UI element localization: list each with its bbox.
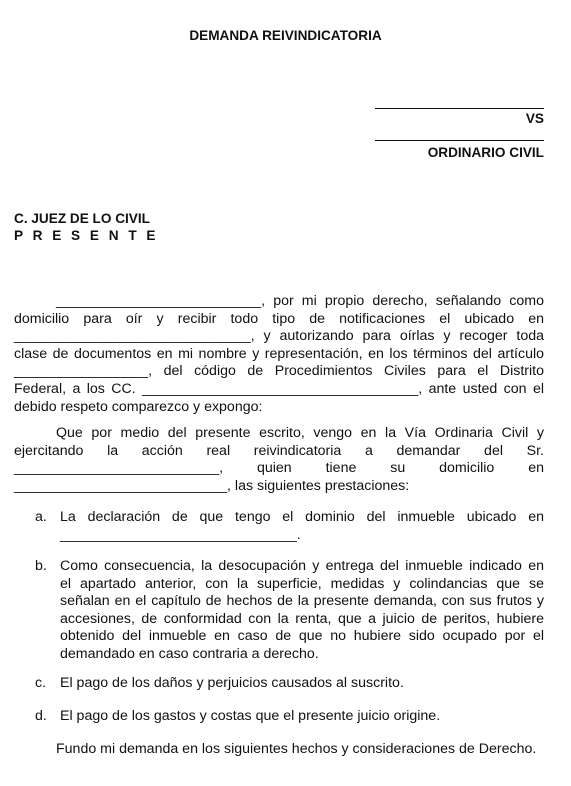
list-item-line: ______________________________. [60,526,301,543]
list-item-line: El pago de los gastos y costas que el presente juicio origine. [60,708,441,724]
list-item [35,558,544,664]
list-item-line: obtenido del inmueble en caso de que no hubiere sido ocupado por el [60,628,544,645]
claim-line: ___________________________, las siguientes prestaciones: [14,477,410,494]
list-marker: a. [35,509,47,525]
intro-line: _________________, del código de Procedimientos Civiles para el Distrito [14,363,544,380]
intro-line: debido respeto comparezco y expongo: [14,398,263,415]
addressee: C. JUEZ DE LO CIVIL [14,211,150,226]
party-blank-line-top [375,108,544,109]
list-item [35,675,544,693]
intro-line: ______________________________, y autorizando para oírlas y recoger toda [14,328,544,345]
intro-line: clase de documentos en mi nombre y representación, en los términos del artículo [14,345,544,362]
list-marker: b. [35,558,47,574]
document-title: DEMANDA REIVINDICATORIA [189,28,382,43]
intro-paragraph [14,293,544,416]
intro-line: __________________________, por mi propio derecho, señalando como [56,293,544,309]
claim-line: ejercitando la acción real reivindicatoria a demandar del Sr. [14,442,544,459]
list-item-line: La declaración de que tengo el dominio del inmueble ubicado en [60,509,544,525]
claim-line: __________________________, quien tiene su domicilio en [14,460,544,477]
list-item-line: señalan en el capítulo de hechos de la presente demanda, con sus frutos y [60,593,544,610]
intro-line: domicilio para oír y recibir todo tipo de notificaciones el ubicado en [14,310,544,327]
presente-heading: P R E S E N T E [14,228,159,243]
list-item-line: Como consecuencia, la desocupación y entrega del inmueble indicado en [60,558,544,574]
list-item-line: el apartado anterior, con la superficie, medidas y colindancias que se [60,575,544,592]
list-marker: d. [35,708,47,724]
list-item-line: demandado en caso contraria a derecho. [60,645,319,662]
list-item-line: accesiones, de conformidad con la renta, que a juicio de peritos, hubiere [60,610,544,627]
juicio-type: ORDINARIO CIVIL [427,145,544,160]
vs-label: VS [525,111,544,126]
party-blank-line-bottom [375,140,544,141]
claim-paragraph [14,425,544,495]
list-item [35,708,544,726]
list-item-line: El pago de los daños y perjuicios causados al suscrito. [60,675,404,691]
intro-line: Federal, a los CC. ___________________________________, ante usted con el [14,380,544,397]
claim-line: Que por medio del presente escrito, vengo en la Vía Ordinaria Civil y [56,425,544,441]
list-item [35,509,544,544]
list-marker: c. [35,675,47,691]
closing-statement: Fundo mi demanda en los siguientes hechos y consideraciones de Derecho. [56,741,537,757]
